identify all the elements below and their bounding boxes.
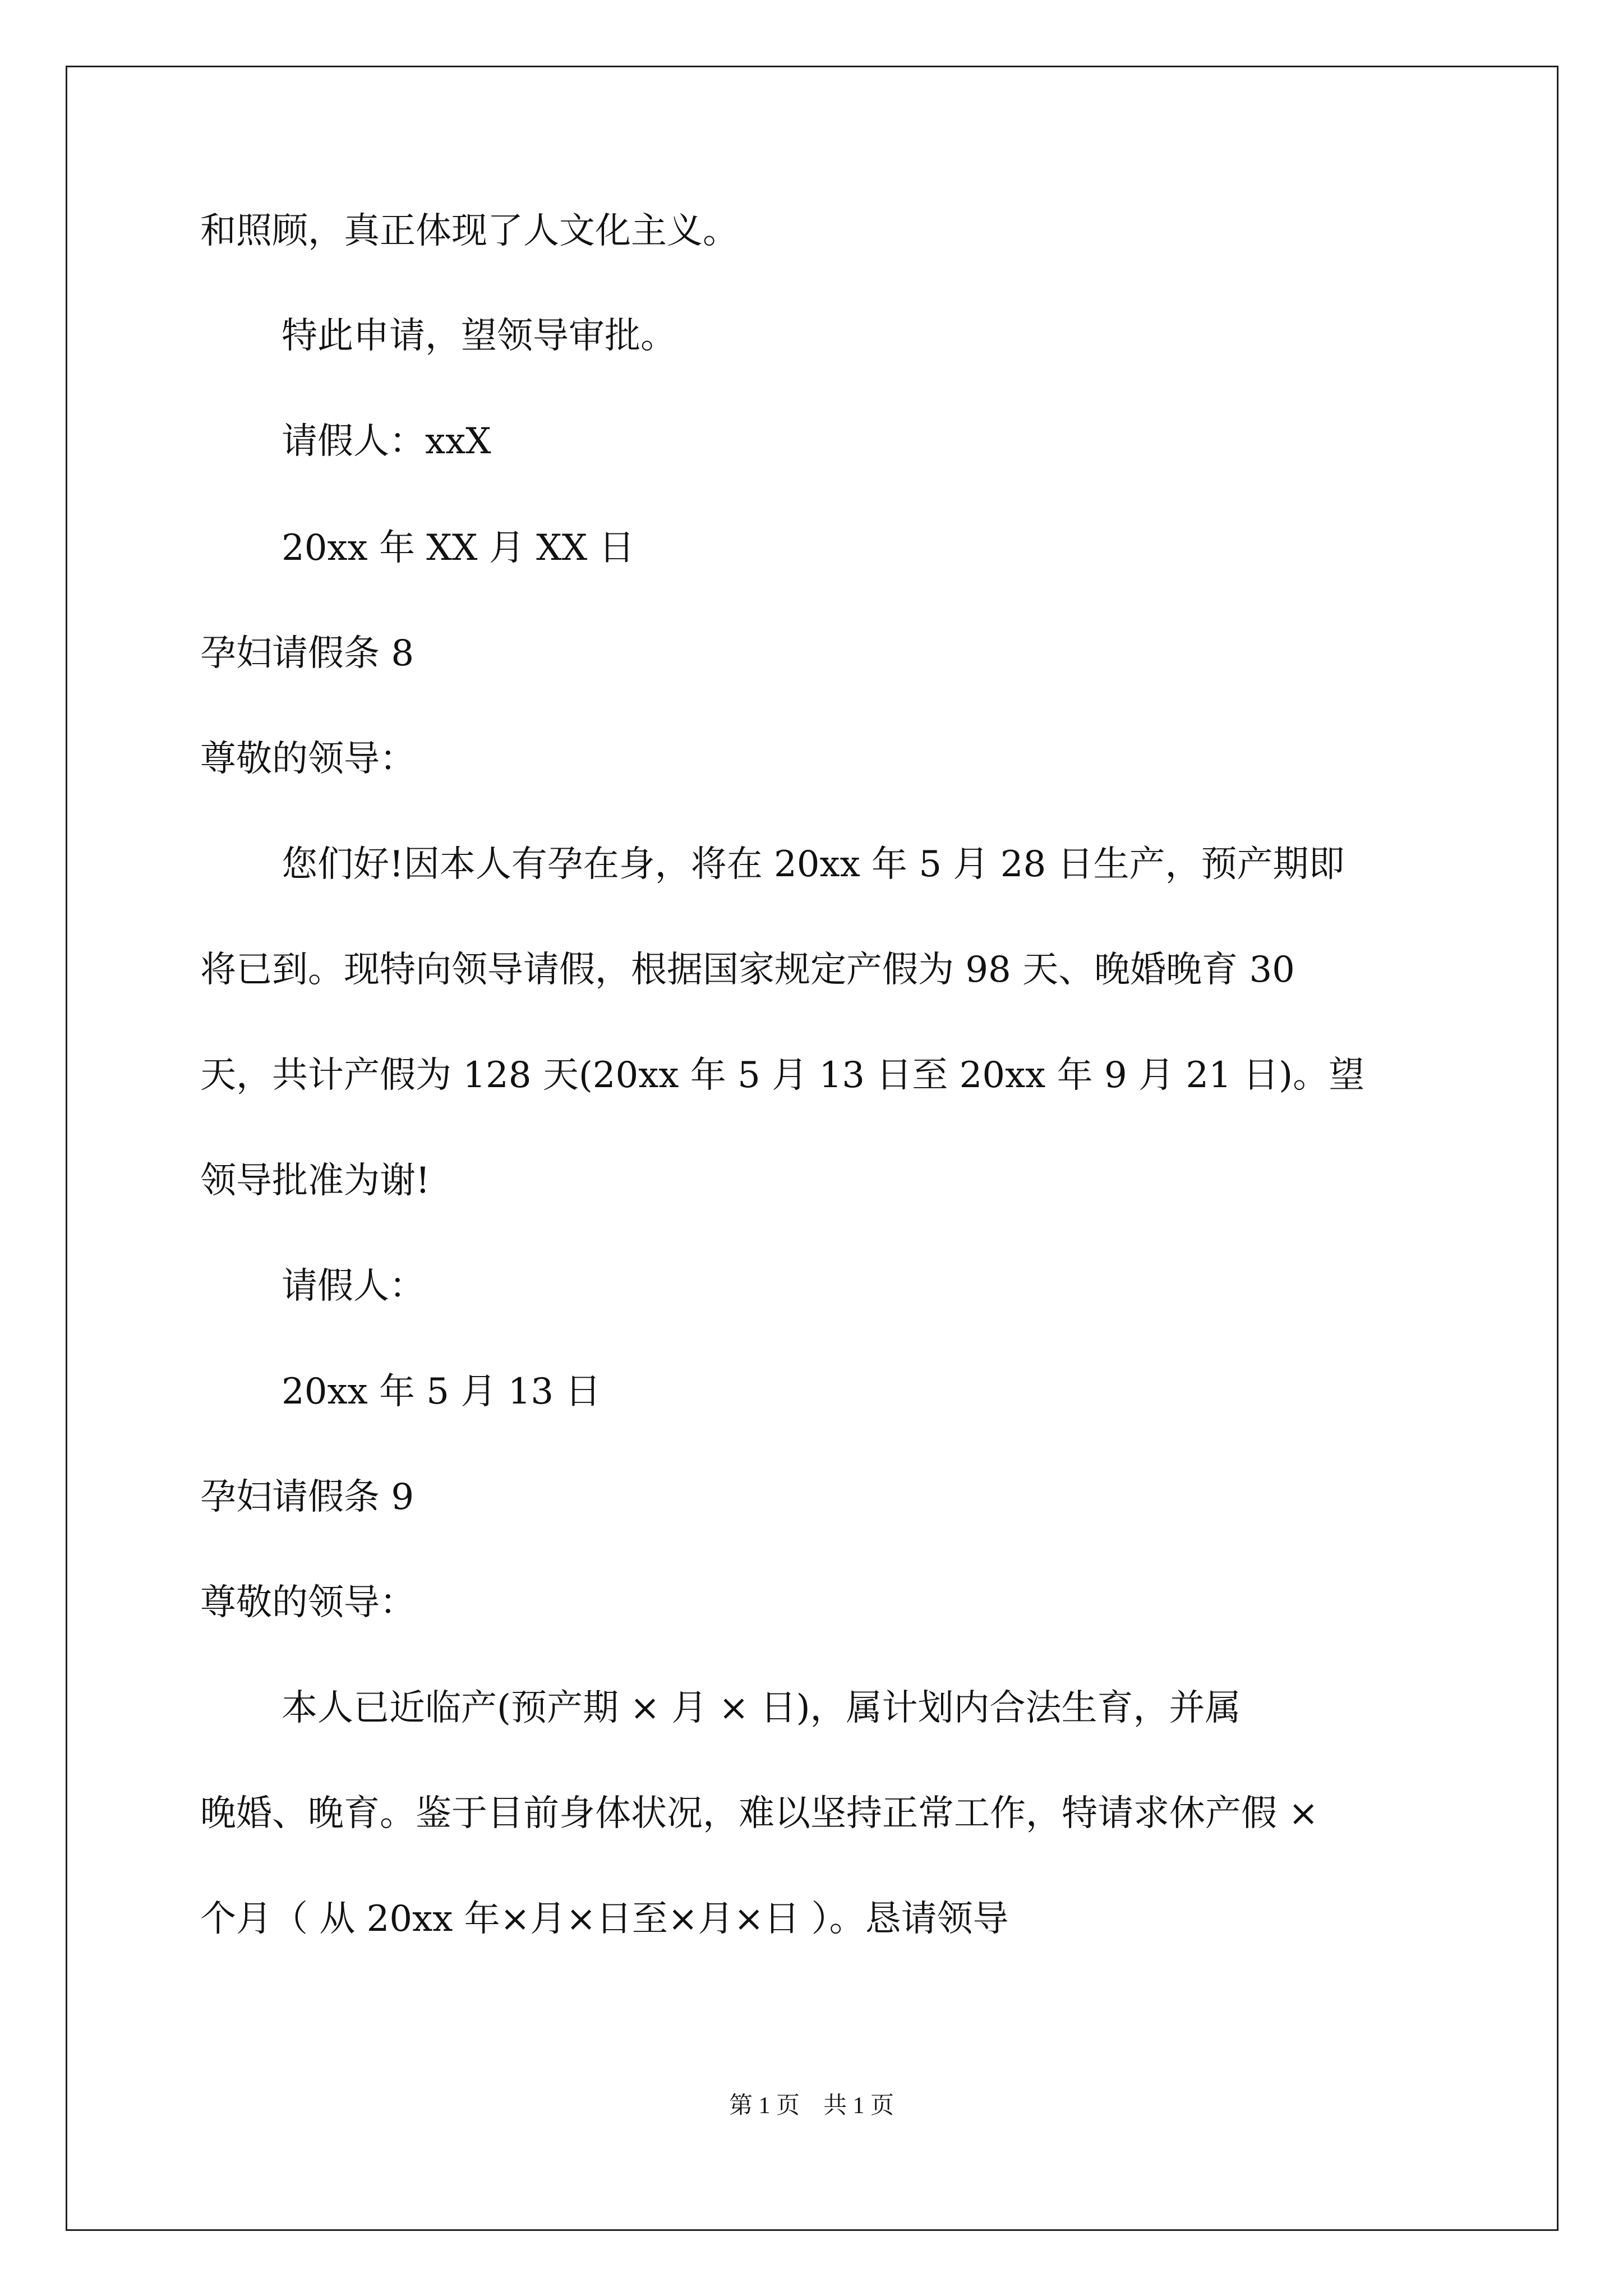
text-line: 请假人：xxX [282,421,491,462]
text-line: 请假人： [282,1266,425,1307]
date-line: 20xx 年 5 月 13 日 [282,1371,601,1412]
section-heading: 孕妇请假条 8 [200,633,414,674]
text-line: 天，共计产假为 128 天(20xx 年 5 月 13 日至 20xx 年 9 月 21 日)。望 [200,1055,1365,1096]
text-line: 特此申请，望领导审批。 [282,315,676,357]
text-line: 个月（ 从 20xx 年×月×日至×月×日 ）。恳请领导 [200,1898,1009,1940]
text-line: 领导批准为谢! [200,1160,430,1202]
text-line: 晚婚、晚育。鉴于目前身体状况，难以坚持正常工作，特请求休产假 × [200,1793,1318,1834]
salutation: 尊敬的领导： [200,738,416,780]
text-line: 您们好!因本人有孕在身，将在 20xx 年 5 月 28 日生产，预产期即 [282,844,1345,885]
text-line: 和照顾，真正体现了人文化主义。 [200,210,739,252]
date-line: 20xx 年 XX 月 XX 日 [282,527,635,569]
text-line: 将已到。现特向领导请假，根据国家规定产假为 98 天、晚婚晚育 30 [200,949,1295,991]
text-line: 本人已近临产(预产期 × 月 × 日)，属计划内合法生育，并属 [282,1687,1241,1729]
section-heading: 孕妇请假条 9 [200,1476,414,1518]
salutation: 尊敬的领导： [200,1582,416,1623]
page-number-footer: 第 1 页 共 1 页 [728,2093,894,2119]
